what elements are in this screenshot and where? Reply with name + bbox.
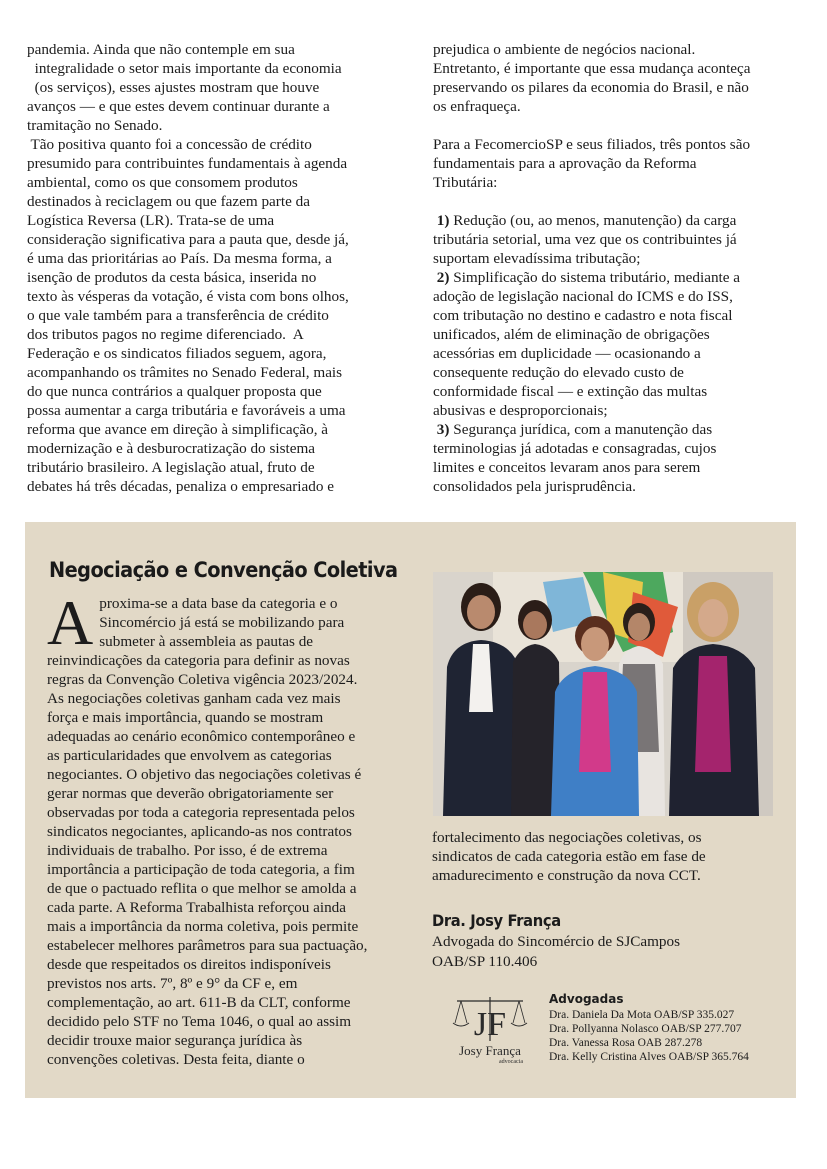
- text-line: unificados, além de eliminação de obrigações: [433, 326, 710, 343]
- lawyer-entry: Dra. Daniela Da Mota OAB/SP 335.027: [549, 1009, 735, 1021]
- lawyer-entry: Dra. Vanessa Rosa OAB 287.278: [549, 1037, 703, 1049]
- text-line: consequente redução do elevado custo de: [433, 364, 684, 381]
- collective-bargaining-box: [25, 522, 796, 1098]
- text-line: consolidados pela jurisprudência.: [433, 478, 636, 495]
- text-line: conformidade fiscal — e extinção das multas: [433, 383, 708, 400]
- text-line: estabelecer melhores parâmetros para sua pactuação,: [47, 937, 368, 954]
- lawyers-title: Advogadas: [549, 992, 624, 1006]
- text-line: terminologias já adotadas e consagradas, cujos: [433, 440, 717, 457]
- text-line: o que vale também para a transferência de crédito: [27, 307, 329, 324]
- right-article-column: [433, 40, 795, 496]
- text-line: amadurecimento e construção da nova CCT.: [432, 867, 701, 884]
- text-line: adequadas ao cenário econômico contemporâneo e: [47, 728, 356, 745]
- text-line: com tributação no destino e cadastro e nota fiscal: [433, 307, 733, 324]
- text-line: importância a participação de toda categoria, a fim: [47, 861, 355, 878]
- text-line: pandemia. Ainda que não contemple em sua: [27, 41, 295, 58]
- text-line: Tributária:: [433, 174, 498, 191]
- text-line: fortalecimento das negociações coletivas, os: [432, 829, 702, 846]
- text-line: possa aumentar a carga tributária e favoráveis a uma: [27, 402, 346, 419]
- text-line: sindicatos negociantes, aplicando-as nos contratos: [47, 823, 352, 840]
- logo-name: Josy França: [459, 1043, 521, 1058]
- author-name: Dra. Josy França: [432, 911, 561, 930]
- text-line: complementação, ao art. 611-B da CLT, conforme: [47, 994, 351, 1011]
- text-line: sindicatos de cada categoria estão em fase de: [432, 848, 706, 865]
- text-line: Logística Reversa (LR). Trata-se de uma: [27, 212, 275, 229]
- text-line: tributário brasileiro. A legislação atual, fruto de: [27, 459, 315, 476]
- reform-point-first-line: 1) Redução (ou, ao menos, manutenção) da carga: [436, 212, 737, 229]
- text-line: prejudica o ambiente de negócios nacional.: [433, 41, 696, 58]
- reform-point: [433, 211, 795, 268]
- text-line: Tão positiva quanto foi a concessão de crédito: [27, 136, 312, 153]
- text-line: modernização e à desburocratização do sistema: [27, 440, 315, 457]
- text-line: decidido pelo STF no Tema 1046, o qual ao assim: [47, 1013, 352, 1030]
- text-line: preservando os pilares da economia do Brasil, e não: [433, 79, 749, 96]
- text-line: submeter à assembleia as pautas de: [99, 633, 314, 650]
- text-line: os enfraqueça.: [433, 98, 521, 115]
- text-line: integralidade o setor mais importante da economia: [27, 60, 342, 77]
- text-line: Federação e os sindicatos filiados seguem, agora,: [27, 345, 327, 362]
- box-title: Negociação e Convenção Coletiva: [49, 558, 398, 582]
- text-line: acompanhando os trâmites no Senado Federal, mais: [27, 364, 343, 381]
- reform-point: [433, 268, 795, 420]
- text-line: as particularidades que envolvem as categorias: [47, 747, 332, 764]
- text-line: texto às vésperas da votação, é vista com bons olhos,: [27, 288, 349, 305]
- text-line: de que o pactuado reflita o que melhor se amolda a: [47, 880, 357, 897]
- text-line: do que nunca contrários a qualquer proposta que: [27, 383, 322, 400]
- author-oab: OAB/SP 110.406: [432, 953, 538, 970]
- drop-cap: A: [47, 587, 94, 658]
- text-line: consideração significativa para a pauta que, desde já,: [27, 231, 349, 248]
- logo-monogram: JF: [473, 1006, 507, 1043]
- right-intro-paragraph: [433, 40, 795, 116]
- text-line: dos tributos pagos no regime diferenciado. A: [27, 326, 304, 343]
- text-line: As negociações coletivas ganham cada vez mais: [47, 690, 341, 707]
- lawyer-entry: Dra. Pollyanna Nolasco OAB/SP 277.707: [549, 1023, 742, 1035]
- left-article-column: [27, 40, 399, 496]
- text-line: negociantes. O objetivo das negociações coletivas é: [47, 766, 362, 783]
- text-line: Entretanto, é importante que essa mudança aconteça: [433, 60, 751, 77]
- text-line: força e mais importância, quando se mostram: [47, 709, 324, 726]
- team-photo: [433, 572, 773, 816]
- reform-point-number: 2): [436, 269, 450, 286]
- text-line: proxima-se a data base da categoria e o: [99, 595, 338, 612]
- logo-sub: advocacia: [499, 1059, 523, 1065]
- reform-points-list: [433, 211, 795, 496]
- reform-point: [433, 420, 795, 496]
- text-line: acessórias em duplicidade — ocasionando a: [433, 345, 701, 362]
- law-firm-logo: [445, 995, 535, 1067]
- reform-point-number: 3): [436, 421, 450, 438]
- text-line: é uma das prioritárias ao País. Da mesma forma, a: [27, 250, 332, 267]
- text-line: avanços — e que estes devem continuar durante a: [27, 98, 330, 115]
- text-line: adoção de legislação nacional do ICMS e do ISS,: [433, 288, 733, 305]
- text-line: Para a FecomercioSP e seus filiados, três pontos são: [433, 136, 751, 153]
- text-line: reforma que avance em direção à simplificação, à: [27, 421, 329, 438]
- text-line: previstos nos arts. 7º, 8º e 9° da CF e, em: [47, 975, 298, 992]
- right-lead-paragraph: [433, 135, 795, 192]
- text-line: desde que respeitados os direitos indisponíveis: [47, 956, 331, 973]
- text-line: mais a importância da norma coletiva, pois permite: [47, 918, 359, 935]
- text-line: observadas por toda a categoria representada pelos: [47, 804, 355, 821]
- text-line: decidir trouxe maior segurança jurídica às: [47, 1032, 303, 1049]
- reform-point-number: 1): [436, 212, 450, 229]
- box-article-continuation: [432, 828, 776, 885]
- text-line: abusivas e desproporcionais;: [433, 402, 608, 419]
- text-line: tributária setorial, uma vez que os contribuintes já: [433, 231, 737, 248]
- lawyer-entry: Dra. Kelly Cristina Alves OAB/SP 365.764: [549, 1051, 749, 1063]
- text-line: tramitação no Senado.: [27, 117, 163, 134]
- reform-point-first-line: 2) Simplificação do sistema tributário, mediante a: [436, 269, 741, 286]
- text-line: isenção de produtos da cesta básica, inserida no: [27, 269, 317, 286]
- text-line: convenções coletivas. Desta feita, diante o: [47, 1051, 305, 1068]
- lawyers-list: [549, 1008, 749, 1064]
- text-line: presumido para contribuintes fundamentais à agenda: [27, 155, 348, 172]
- author-role: Advogada do Sincomércio de SJCampos: [432, 933, 681, 950]
- text-line: ambiental, como os que consomem produtos: [27, 174, 298, 191]
- text-line: gerar normas que deverão obrigatoriamente ser: [47, 785, 334, 802]
- text-line: Sincomércio já está se mobilizando para: [99, 614, 345, 631]
- text-line: limites e conceitos levaram anos para serem: [433, 459, 701, 476]
- text-line: regras da Convenção Coletiva vigência 2023/2024.: [47, 671, 358, 688]
- text-line: (os serviços), esses ajustes mostram que houve: [27, 79, 320, 96]
- text-line: fundamentais para a aprovação da Reforma: [433, 155, 697, 172]
- text-line: destinados à reciclagem ou que fazem parte da: [27, 193, 310, 210]
- text-line: debates há três décadas, penaliza o empresariado e: [27, 478, 334, 495]
- text-line: cada parte. A Reforma Trabalhista reforçou ainda: [47, 899, 347, 916]
- text-line: reinvindicações da categoria para definir as novas: [47, 652, 350, 669]
- text-line: individuais de trabalho. Por isso, é de extrema: [47, 842, 328, 859]
- text-line: suportam elevadíssima tributação;: [433, 250, 641, 267]
- reform-point-first-line: 3) Segurança jurídica, com a manutenção das: [436, 421, 713, 438]
- box-article-text: [47, 587, 411, 1069]
